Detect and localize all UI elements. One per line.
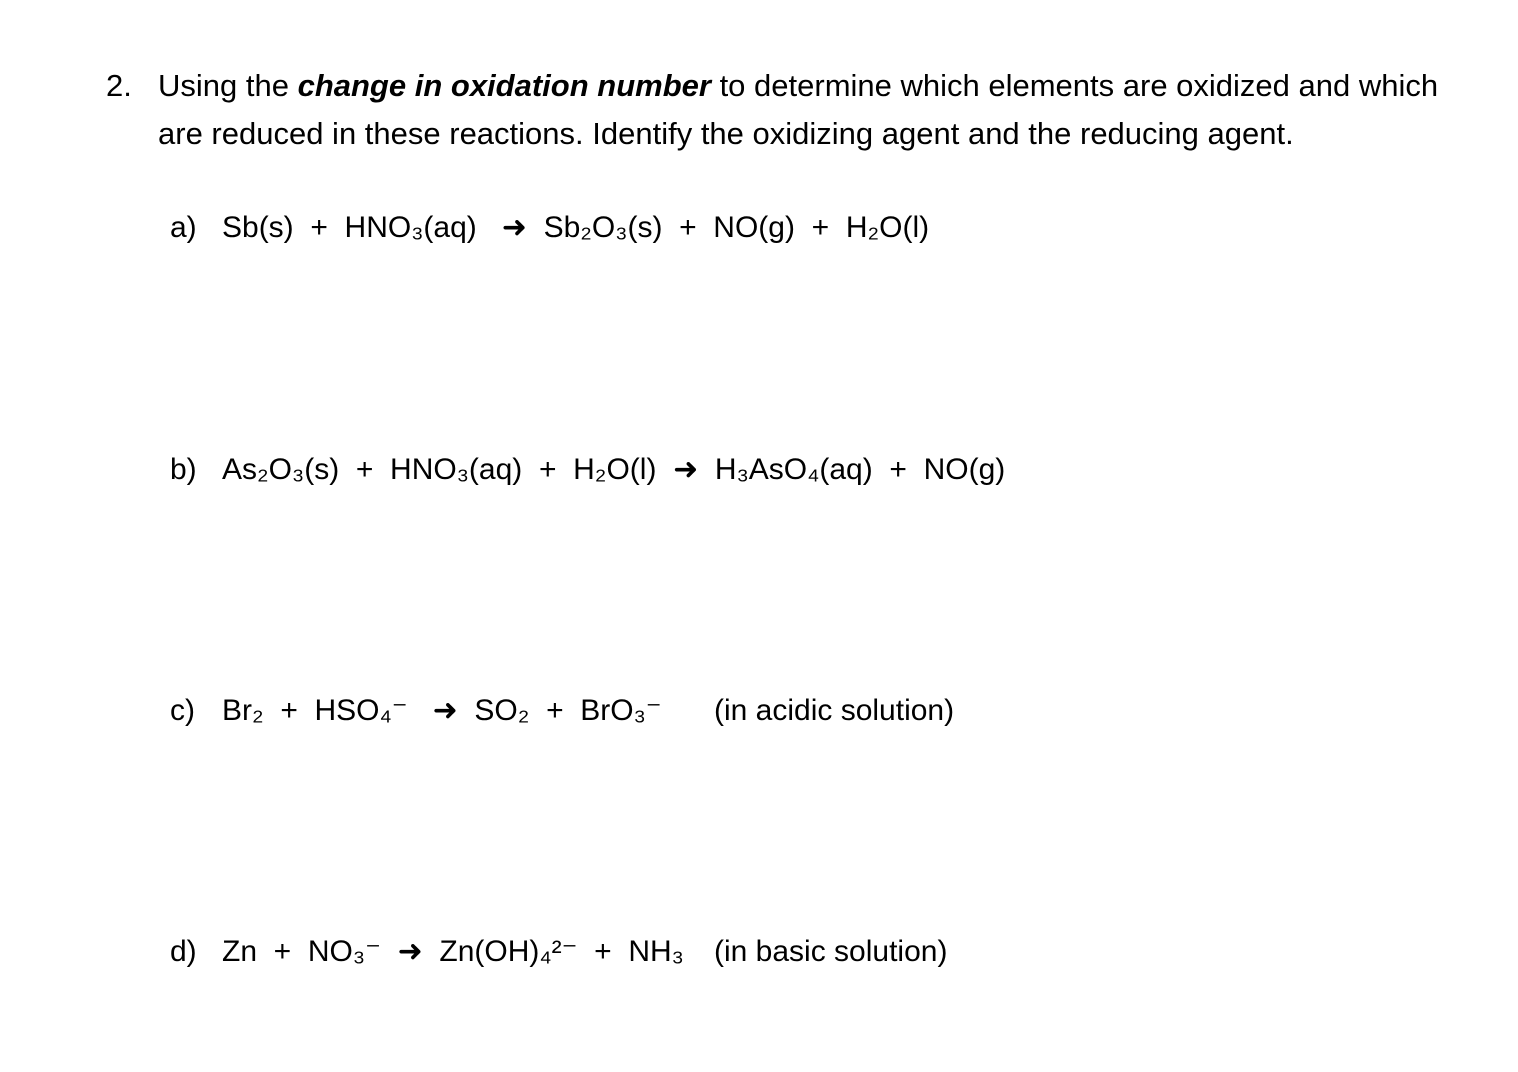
question-text-before: Using the [158, 68, 298, 103]
chemical-equation: Zn + NO₃⁻ ➜ Zn(OH)₄²⁻ + NH₃ [222, 935, 684, 968]
part-d [170, 932, 684, 972]
chemical-equation: Br₂ + HSO₄⁻ ➜ SO₂ + BrO₃⁻ [222, 694, 662, 727]
part-a [170, 208, 929, 248]
part-label: b) [170, 453, 197, 486]
part-b [170, 450, 1005, 490]
question-number: 2. [106, 68, 132, 103]
part-c [170, 691, 662, 731]
part-label: d) [170, 935, 197, 968]
part-label: c) [170, 694, 195, 727]
chemical-equation: Sb(s) + HNO₃(aq) ➜ Sb₂O₃(s) + NO(g) + H₂O(l) [222, 211, 930, 244]
condition-note: (in acidic solution) [714, 694, 955, 727]
part-label: a) [170, 211, 197, 244]
question-text-after: to determine which elements are oxidized and which are reduced in these reactions. Identify the oxidizing agent and the reducing agent. [158, 68, 1439, 151]
question-emphasis: change in oxidation number [297, 68, 711, 103]
chemical-equation: As₂O₃(s) + HNO₃(aq) + H₂O(l) ➜ H₃AsO₄(aq) + NO(g) [222, 453, 1006, 486]
question-text [158, 62, 1478, 158]
condition-note: (in basic solution) [714, 935, 948, 968]
